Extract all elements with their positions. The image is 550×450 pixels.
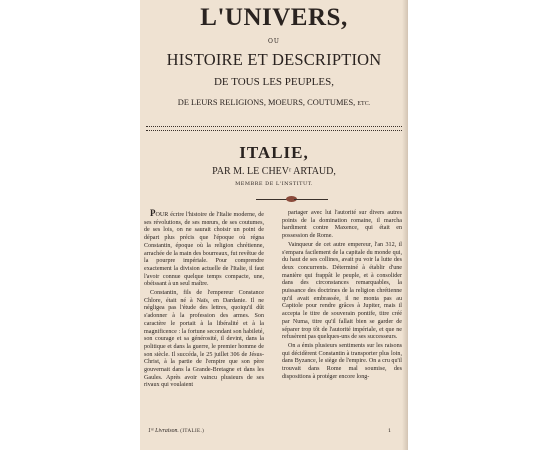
book-page (140, 0, 408, 450)
paragraph: On a émis plusieurs sentiments sur les raisons qui décidèrent Constantin à transporter plus loin, dans Byzance, le siège de l'empire. On a cru qu'il trouvait dans Rome mal soumise, des dispositions à protéger encore long- (282, 342, 402, 380)
text-column-left (144, 210, 264, 390)
paragraph-text: OUR écrire l'histoire de l'Italie moderne, de ses révolutions, de ses mœurs, de ses coutumes, de ses lois, on ne saurait choisir un point de départ plus précis que l'époque où régna Constantin, époque où la religion chrétienne, arrachée de la main des bourreaux, fut revêtue de la pourpre impériale. Pour comprendre exactement la division actuelle de l'Italie, il faut l'avoir connue quelque temps compacte, une, obéissant à un seul maître. (144, 212, 264, 288)
drop-cap: P (150, 208, 156, 218)
author-line: PAR M. LE CHEVʳ ARTAUD, (212, 166, 336, 177)
paragraph: partager avec lui l'autorité sur divers autres points de la domination romaine, il marcha hardiment contre Maxence, qui était en possession de Rome. (282, 210, 402, 240)
paragraph: Constantin, fils de l'empereur Constance Chlore, était né à Naïs, en Dardanie. Il ne négligea pas l'étude des lettres, quoiqu'il dût s'adonner à la profession des armes. Son caractère le portait à la libéralité et à la magnificence : la fortune secondant son habileté, son courage et sa générosité, il devint, dans la politique et dans la guerre, le premier homme de son siècle. Il succéda, le 25 juillet 306 de Jésus-Christ, à la partie de l'empire que son père gouvernait dans la Grande-Bretagne et dans les Gaules. Après avoir vaincu plusieurs de ses rivaux qui voulaient (144, 290, 264, 389)
ornamental-divider (146, 126, 402, 131)
section-title: ITALIE, (239, 143, 309, 162)
text-column-right (282, 210, 402, 381)
page-subtitle-line-2: DE TOUS LES PEUPLES, (213, 76, 334, 88)
paragraph (144, 210, 264, 289)
page-footer (148, 428, 204, 434)
paragraph: Vainqueur de cet autre empereur, l'an 312, il s'empara facilement de la capitale du monde qui, du haut de ses collines, avait pu voir la lutte des deux concurrents. Déterminé à établir d'une manière qui frappât le peuple, et à consolider dans des circonstances remarquables, la puissance des doctrines de la religion chrétienne qu'il avait embrassée, il ne monta pas au Capitole pour rendre grâces à Jupiter, mais il accepta le titre de souverain pontife, titre créé par Numa, titre qu'il fallait bien se garder de séparer trop tôt de l'autorité impériale, et que ne refusèrent pas quelques-uns de ses successeurs. (282, 241, 402, 341)
page-title: L'UNIVERS, (200, 4, 348, 31)
page-subtitle: HISTOIRE ET DESCRIPTION (166, 50, 382, 69)
subtitle-etc: ETC. (357, 101, 371, 107)
signature-mark: 1 (388, 428, 392, 434)
title-connector: OU (268, 38, 280, 45)
page-subtitle-line-3 (140, 98, 408, 107)
author-affiliation: MEMBRE DE L'INSTITUT. (235, 181, 313, 187)
separator-line-right (294, 199, 328, 200)
footer-italie: (ITALIE.) (180, 429, 205, 434)
subtitle-line-3-text: DE LEURS RELIGIONS, MOEURS, COUTUMES, (177, 98, 356, 107)
footer-livraison: 1ʳᵉ Livraison. (148, 428, 179, 434)
separator-line-left (256, 199, 290, 200)
